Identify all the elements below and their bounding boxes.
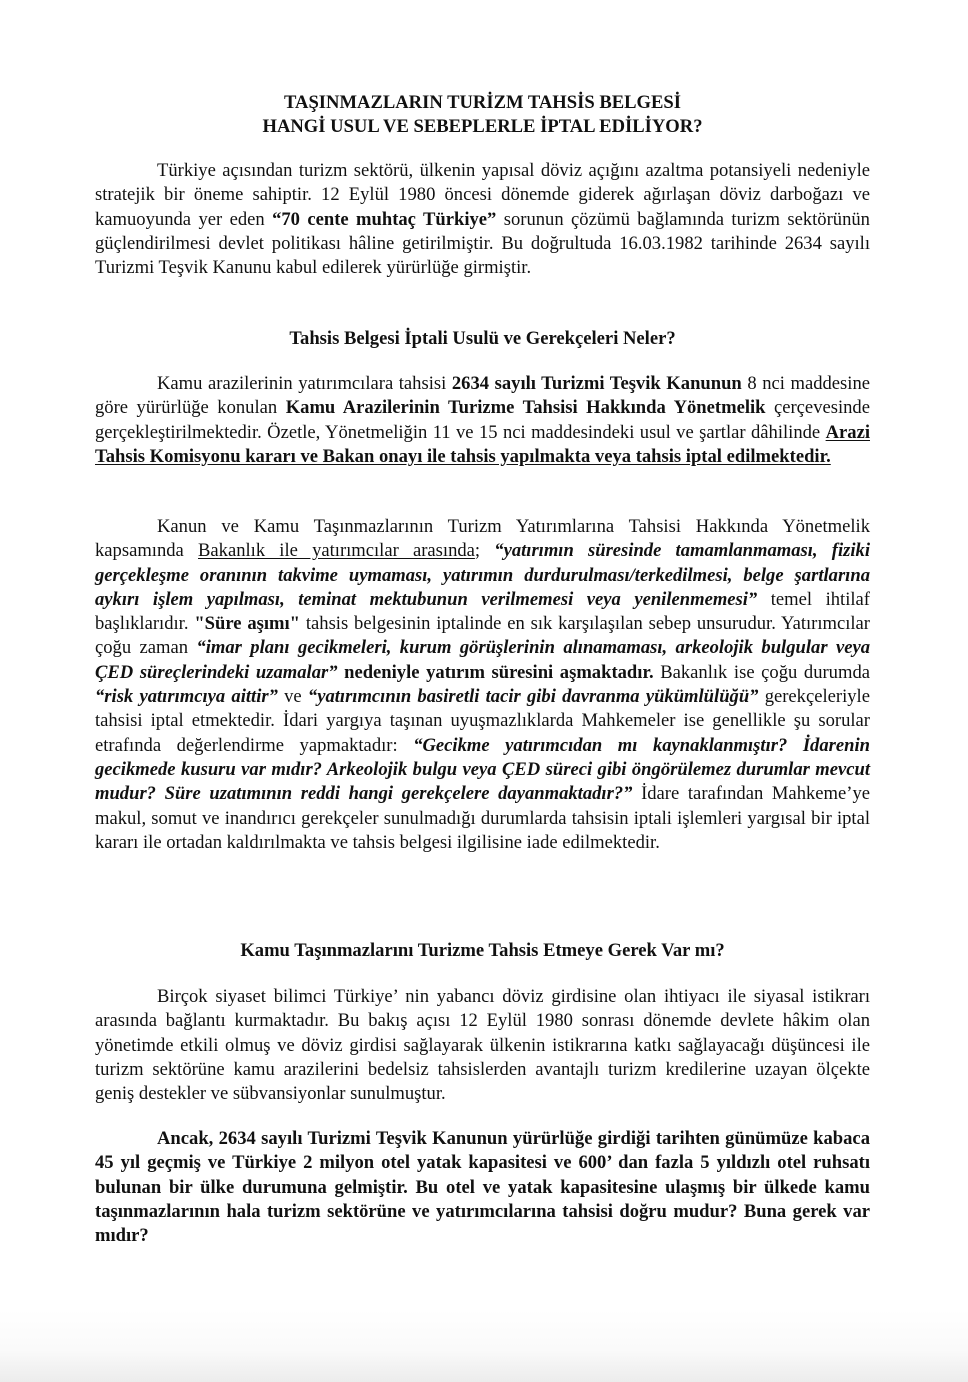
- s1p2-exceed-period: nedeniyle yatırım süresini aşmaktadır.: [337, 661, 654, 683]
- s1p2-delays-quote: “imar planı gecikmeleri, kurum görüşlerinin alınamaması, arkeolojik bulgular veya ÇED süreçlerindeki uzamalar”: [95, 637, 870, 683]
- s1p2-dispute-list-quote: “yatırımın süresinde tamamlanmaması, fiziki gerçekleşme oranının takvime uymaması, yatırımın durdurulması/terkedilmesi, belge şartlarına aykırı işlem yapılması, teminat mektubunun verilmemesi veya yenilenmemesi”: [95, 540, 870, 610]
- s1p2-text-7: tahsis belgesinin iptalinde en sık karşılaşılan sebep unsurudur. Yatırımcılar çoğu zaman: [95, 613, 871, 659]
- s1p2-risk-quote: “risk yatırımcıya aittir”: [95, 686, 278, 708]
- s1p2-text-10: Bakanlık ise çoğu durumda: [653, 661, 870, 683]
- s1p1-law-name: 2634 sayılı Turizmi Teşvik Kanunun: [451, 373, 742, 394]
- intro-text-3: sorunun çözümü bağlamında turizm sektörünün güçlendirilmesi devlet politikası hâline getirilmiştir. Bu doğrultuda 16.03.1982 tarihinde 2634 sayılı Turizmi Teşvik Kanunu kabul edilerek yürürlüğe girmiştir.: [95, 208, 870, 279]
- s1p1-text-1: Kamu arazilerinin yatırımcılara tahsisi: [157, 373, 452, 394]
- s1p1-text-5: çerçevesinde gerçekleştirilmektedir. Özetle, Yönetmeliğin 11 ve 15 nci maddesindeki usul ve şartlar dâhilinde: [95, 397, 870, 443]
- section-2-heading: Kamu Taşınmazlarını Turizme Tahsis Etmeye Gerek Var mı?: [240, 940, 725, 961]
- section-2-paragraph-1: Birçok siyaset bilimci Türkiye’ nin yabancı döviz girdisine olan ihtiyacı ile siyasal istikrarı arasında bağlantı kurmaktadır. Bu bakış açısı 12 Eylül 1980 sonrası dönemde devlete hâkim olan yönetimde etkili olmuş ve döviz girdisi sağlayarak ülkenin istikrarına katkı sağlayacağı düşüncesi ile turizm sektörüne kamu arazilerini bedelsiz tahsislerden avantajlı turizm kredilerine uzayan ölçekte geniş destekler ve sübvansiyonlar sunulmuştur.: [95, 986, 870, 1105]
- s1p2-text-5: temel ihtilaf başlıklarıdır.: [95, 588, 870, 635]
- s1p2-text-12: ve: [277, 686, 308, 708]
- s1p2-prudent-merchant-quote: “yatırımcının basiretli tacir gibi davranma yükümlülüğü”: [307, 686, 759, 708]
- s1p1-underlined-conclusion: Arazi Tahsis Komisyonu kararı ve Bakan onayı ile tahsis yapılmakta veya tahsis iptal edilmektedir.: [95, 421, 870, 467]
- s1p2-text-14: gerekçeleriyle tahsisi iptal etmektedir. İdari yargıya taşınan uyuşmazlıklarda Mahkemeler ise genellikle şu sorular etrafında değerlendirme yapmaktadır:: [95, 686, 870, 756]
- s1p2-court-questions-quote: “Gecikme yatırımcıdan mı kaynaklanmıştır? İdarenin gecikmede kusuru var mıdır? Arkeolojik bulgu veya ÇED süreci gibi öngörülemez durumlar mevcut mudur? Süre uzatımının reddi hangi gerekçelere dayanmaktadır?”: [95, 734, 870, 805]
- s1p1-text-3: 8 nci maddesine göre yürürlüğe konulan: [95, 373, 870, 419]
- s1p2-underlined-parties: Bakanlık ile yatırımcılar arasında: [198, 540, 475, 562]
- s1p2-text-1: Kanun ve Kamu Taşınmazlarının Turizm Yatırımlarına Tahsisi Hakkında Yönetmelik kapsamında: [95, 516, 870, 562]
- section-2-paragraph-2: Ancak, 2634 sayılı Turizmi Teşvik Kanunun yürürlüğe girdiği tarihten günümüze kabaca 45 yıl geçmiş ve Türkiye 2 milyon otel yatak kapasitesi ve 600’ dan fazla 5 yıldızlı otel ruhsatı bulunan bir ülke durumuna gelmiştir. Bu otel ve yatak kapasitesine ulaşmış bir ülkede kamu taşınmazlarının hala turizm sektörüne ve yatırımcılarına tahsisi doğru mudur? Buna gerek var mıdır?: [95, 1128, 870, 1247]
- document-title: [95, 91, 870, 139]
- s1p1-regulation-name: Kamu Arazilerinin Turizme Tahsisi Hakkında Yönetmelik: [285, 397, 766, 419]
- section-1-heading: Tahsis Belgesi İptali Usulü ve Gerekçeleri Neler?: [289, 328, 676, 349]
- document-title-line-2: HANGİ USUL VE SEBEPLERLE İPTAL EDİLİYOR?: [262, 116, 703, 137]
- s1p2-sure-asimi: "Süre aşımı": [194, 613, 301, 635]
- intro-quote-70-cent: “70 cente muhtaç Türkiye”: [272, 208, 497, 230]
- s1p2-text-16: İdare tarafından Mahkeme’ye makul, somut ve inandırıcı gerekçeler sunulmadığı durumlarda tahsisin iptali işlemleri yargısal bir iptal kararı ile ortadan kaldırılmakta ve tahsis belgesi ilgilisine iade edilmektedir.: [95, 783, 870, 853]
- section-1-paragraph-1: [95, 372, 870, 469]
- intro-paragraph: [95, 159, 870, 280]
- document-title-line-1: TAŞINMAZLARIN TURİZM TAHSİS BELGESİ: [284, 92, 681, 113]
- intro-text-1: Türkiye açısından turizm sektörü, ülkenin yapısal döviz açığını azaltma potansiyeli nedeniyle stratejik bir öneme sahiptir. 12 Eylül 1980 öncesi dönemde giderek ağırlaşan döviz darboğazı ve kamuoyunda yer eden: [95, 160, 870, 230]
- s1p2-text-3: ;: [474, 540, 495, 562]
- section-1-paragraph-2: [95, 515, 870, 855]
